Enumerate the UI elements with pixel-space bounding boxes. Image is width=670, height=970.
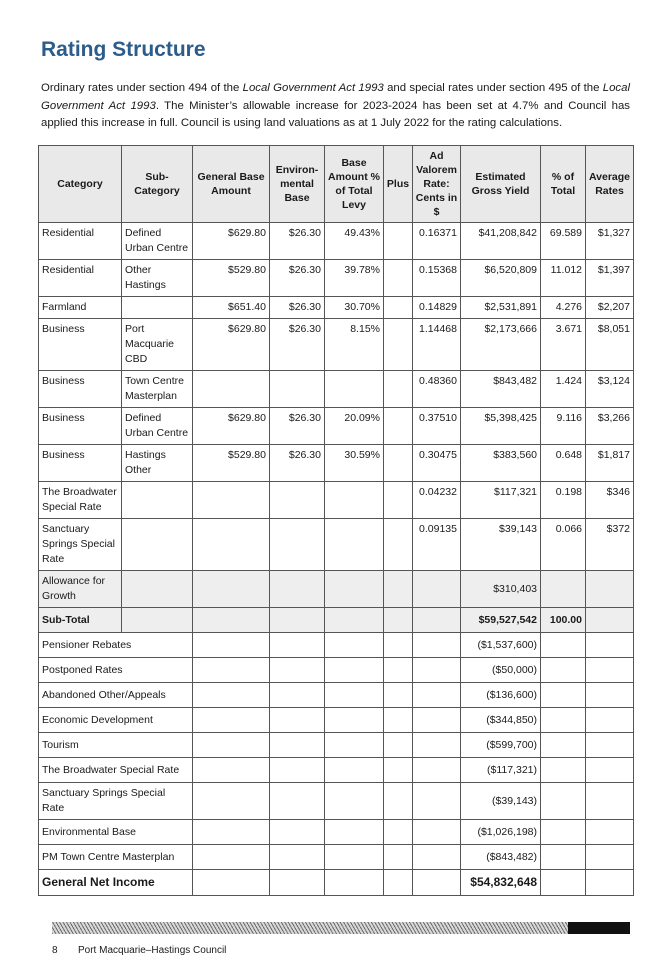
subtotal-row — [39, 608, 634, 633]
cell-adv: 0.15368 — [413, 260, 461, 297]
deduction-row — [39, 820, 634, 845]
table-row — [39, 319, 634, 371]
cell-avg: $1,397 — [586, 260, 634, 297]
cell-category: Business — [39, 445, 122, 482]
deduction-row — [39, 683, 634, 708]
cell-plus — [384, 319, 413, 371]
cell-gba: $529.80 — [193, 260, 270, 297]
deduction-label: Economic Development — [39, 708, 193, 733]
rate-rows — [39, 223, 634, 571]
rating-structure-table — [38, 145, 634, 896]
footer-organisation: Port Macquarie–Hastings Council — [78, 945, 227, 956]
cell-plus — [384, 223, 413, 260]
header-plus: Plus — [384, 146, 413, 223]
cell-category: Residential — [39, 223, 122, 260]
cell-adv: 0.09135 — [413, 519, 461, 571]
cell-adv: 0.16371 — [413, 223, 461, 260]
deduction-row — [39, 733, 634, 758]
cell-sub: Hastings Other — [122, 445, 193, 482]
act-name-2: Local Government Act 1993 — [41, 82, 630, 112]
cell-gba: $629.80 — [193, 223, 270, 260]
totals-section — [39, 571, 634, 633]
subtotal-label: Sub-Total — [39, 608, 122, 633]
deduction-value: ($1,537,600) — [461, 633, 541, 658]
cell-env: $26.30 — [270, 319, 325, 371]
deduction-value: ($843,482) — [461, 845, 541, 870]
cell-yield: $2,531,891 — [461, 297, 541, 319]
cell-plus — [384, 408, 413, 445]
header-average-rates: Average Rates — [586, 146, 634, 223]
deduction-value: ($599,700) — [461, 733, 541, 758]
cell-sub: Other Hastings — [122, 260, 193, 297]
cell-yield: $843,482 — [461, 371, 541, 408]
deduction-row — [39, 758, 634, 783]
cell-env — [270, 482, 325, 519]
header-category: Category — [39, 146, 122, 223]
cell-plus — [384, 297, 413, 319]
cell-pct — [325, 371, 384, 408]
cell-adv: 0.30475 — [413, 445, 461, 482]
cell-sub: Defined Urban Centre — [122, 408, 193, 445]
net-income-label: General Net Income — [39, 870, 193, 896]
cell-total: 1.424 — [541, 371, 586, 408]
cell-adv: 0.37510 — [413, 408, 461, 445]
allowance-yield: $310,403 — [461, 571, 541, 608]
cell-total: 11.012 — [541, 260, 586, 297]
cell-avg: $1,327 — [586, 223, 634, 260]
cell-gba: $651.40 — [193, 297, 270, 319]
cell-avg: $372 — [586, 519, 634, 571]
table-row — [39, 223, 634, 260]
cell-sub: Port Macquarie CBD — [122, 319, 193, 371]
header-base-amount-pct: Base Amount % of Total Levy — [325, 146, 384, 223]
cell-plus — [384, 445, 413, 482]
table-row — [39, 260, 634, 297]
cell-adv: 0.04232 — [413, 482, 461, 519]
cell-avg: $8,051 — [586, 319, 634, 371]
cell-plus — [384, 260, 413, 297]
cell-adv: 1.14468 — [413, 319, 461, 371]
net-income-value: $54,832,648 — [461, 870, 541, 896]
intro-paragraph — [41, 80, 630, 133]
deduction-value: ($344,850) — [461, 708, 541, 733]
header-sub-category: Sub-Category — [122, 146, 193, 223]
cell-total: 0.198 — [541, 482, 586, 519]
page-number: 8 — [52, 945, 58, 956]
cell-category: Business — [39, 319, 122, 371]
cell-adv: 0.14829 — [413, 297, 461, 319]
cell-category: Residential — [39, 260, 122, 297]
cell-category: Farmland — [39, 297, 122, 319]
header-environmental-base: Environ-mental Base — [270, 146, 325, 223]
cell-pct: 49.43% — [325, 223, 384, 260]
deduction-row — [39, 658, 634, 683]
cell-yield: $117,321 — [461, 482, 541, 519]
cell-sub: Defined Urban Centre — [122, 223, 193, 260]
cell-env: $26.30 — [270, 223, 325, 260]
deduction-label: Pensioner Rebates — [39, 633, 193, 658]
deduction-row — [39, 633, 634, 658]
table-row — [39, 445, 634, 482]
cell-gba — [193, 371, 270, 408]
deduction-value: ($136,600) — [461, 683, 541, 708]
footer-dark-block — [568, 922, 630, 934]
table-row — [39, 519, 634, 571]
intro-text-2: and special rates under section 495 of the — [383, 82, 603, 94]
intro-text-1: Ordinary rates under section 494 of the — [41, 82, 243, 94]
table-row — [39, 297, 634, 319]
footer-pattern — [52, 922, 568, 934]
cell-env: $26.30 — [270, 297, 325, 319]
deduction-label: Environmental Base — [39, 820, 193, 845]
deduction-label: Tourism — [39, 733, 193, 758]
cell-pct — [325, 519, 384, 571]
cell-yield: $39,143 — [461, 519, 541, 571]
cell-gba — [193, 519, 270, 571]
cell-adv: 0.48360 — [413, 371, 461, 408]
cell-gba — [193, 482, 270, 519]
cell-env: $26.30 — [270, 445, 325, 482]
cell-category: Business — [39, 371, 122, 408]
cell-avg: $3,266 — [586, 408, 634, 445]
cell-total: 0.066 — [541, 519, 586, 571]
cell-gba: $629.80 — [193, 319, 270, 371]
table-header-row — [39, 146, 634, 223]
deduction-value: ($1,026,198) — [461, 820, 541, 845]
subtotal-yield: $59,527,542 — [461, 608, 541, 633]
cell-total: 69.589 — [541, 223, 586, 260]
table-row — [39, 482, 634, 519]
header-estimated-gross-yield: Estimated Gross Yield — [461, 146, 541, 223]
table-row — [39, 371, 634, 408]
cell-avg: $2,207 — [586, 297, 634, 319]
net-income-row — [39, 870, 634, 896]
cell-yield: $41,208,842 — [461, 223, 541, 260]
subtotal-total: 100.00 — [541, 608, 586, 633]
cell-pct: 30.70% — [325, 297, 384, 319]
cell-gba: $629.80 — [193, 408, 270, 445]
header-pct-of-total: % of Total — [541, 146, 586, 223]
page-title: Rating Structure — [41, 38, 206, 61]
cell-plus — [384, 371, 413, 408]
cell-total: 3.671 — [541, 319, 586, 371]
net-section — [39, 870, 634, 896]
cell-yield: $6,520,809 — [461, 260, 541, 297]
cell-pct — [325, 482, 384, 519]
allowance-label: Allowance for Growth — [39, 571, 122, 608]
cell-total: 9.116 — [541, 408, 586, 445]
deduction-value: ($50,000) — [461, 658, 541, 683]
cell-sub — [122, 482, 193, 519]
cell-category: Sanctuary Springs Special Rate — [39, 519, 122, 571]
footer-band — [52, 922, 630, 934]
deduction-row — [39, 708, 634, 733]
deduction-value: ($117,321) — [461, 758, 541, 783]
deduction-row — [39, 845, 634, 870]
cell-avg: $346 — [586, 482, 634, 519]
cell-total: 0.648 — [541, 445, 586, 482]
deduction-rows — [39, 633, 634, 870]
act-name-1: Local Government Act 1993 — [242, 82, 384, 94]
cell-yield: $5,398,425 — [461, 408, 541, 445]
cell-yield: $383,560 — [461, 445, 541, 482]
cell-pct: 39.78% — [325, 260, 384, 297]
cell-avg: $1,817 — [586, 445, 634, 482]
cell-total: 4.276 — [541, 297, 586, 319]
cell-yield: $2,173,666 — [461, 319, 541, 371]
cell-plus — [384, 482, 413, 519]
deduction-row — [39, 783, 634, 820]
deduction-label: Postponed Rates — [39, 658, 193, 683]
table-row — [39, 408, 634, 445]
deduction-value: ($39,143) — [461, 783, 541, 820]
cell-env: $26.30 — [270, 260, 325, 297]
intro-text-3: . The Minister’s allowable increase for 2023-2024 has been set at 4.7% and Council has applied this increase in full. Council is using land valuations as at 1 July 2022 for the rating calculations. — [41, 99, 630, 129]
cell-category: Business — [39, 408, 122, 445]
deduction-label: The Broadwater Special Rate — [39, 758, 193, 783]
cell-env — [270, 371, 325, 408]
cell-sub — [122, 519, 193, 571]
cell-env: $26.30 — [270, 408, 325, 445]
header-ad-valorem-rate: Ad Valorem Rate: Cents in $ — [413, 146, 461, 223]
cell-pct: 20.09% — [325, 408, 384, 445]
cell-pct: 8.15% — [325, 319, 384, 371]
cell-env — [270, 519, 325, 571]
cell-sub: Town Centre Masterplan — [122, 371, 193, 408]
cell-plus — [384, 519, 413, 571]
deduction-label: Sanctuary Springs Special Rate — [39, 783, 193, 820]
cell-sub — [122, 297, 193, 319]
allowance-row — [39, 571, 634, 608]
cell-avg: $3,124 — [586, 371, 634, 408]
deduction-label: PM Town Centre Masterplan — [39, 845, 193, 870]
cell-category: The Broadwater Special Rate — [39, 482, 122, 519]
cell-pct: 30.59% — [325, 445, 384, 482]
cell-gba: $529.80 — [193, 445, 270, 482]
header-general-base-amount: General Base Amount — [193, 146, 270, 223]
deduction-label: Abandoned Other/Appeals — [39, 683, 193, 708]
